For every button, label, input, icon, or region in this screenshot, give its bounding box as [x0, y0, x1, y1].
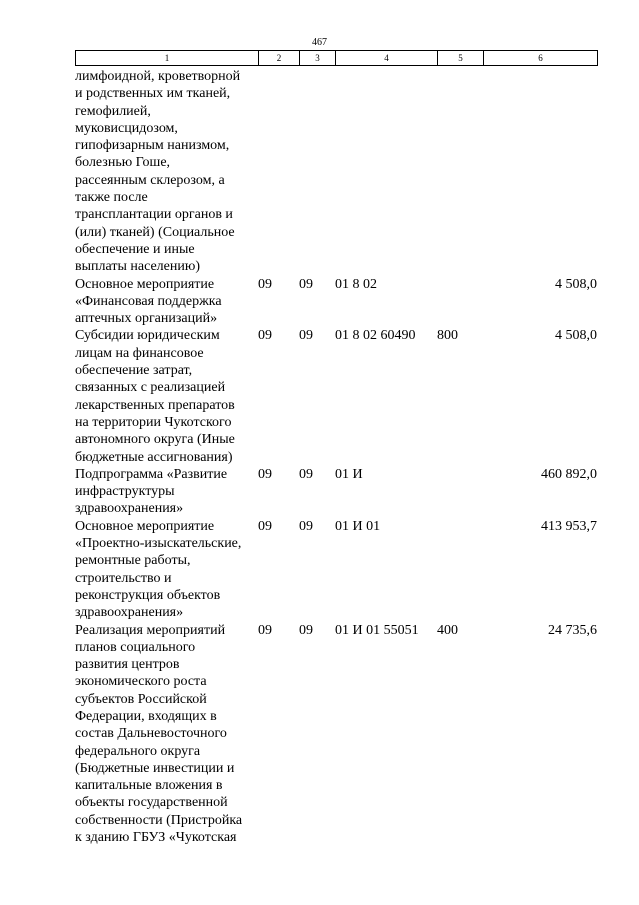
row-amount [483, 68, 597, 276]
column-header-2: 2 [259, 51, 300, 66]
table-row [75, 327, 597, 465]
row-subsection-code [299, 68, 335, 276]
table-row [75, 518, 597, 622]
table-row [75, 68, 597, 276]
column-header-5: 5 [438, 51, 484, 66]
row-subsection-code: 09 [299, 622, 313, 638]
column-header-1: 1 [76, 51, 259, 66]
table-row [75, 622, 597, 847]
row-section-code: 09 [258, 622, 272, 638]
row-expense-type-code [437, 466, 483, 518]
row-subsection-code: 09 [299, 466, 313, 482]
row-amount: 460 892,0 [541, 466, 597, 482]
row-section-code: 09 [258, 466, 272, 482]
row-expense-type-code: 400 [437, 622, 458, 638]
row-name: Основное мероприятие «Проектно-изыскательские, ремонтные работы, строительство и реконструкция объектов здравоохранения» [75, 518, 242, 621]
row-amount: 4 508,0 [555, 276, 597, 292]
row-target-article-code [335, 68, 437, 276]
page-number: 467 [312, 37, 327, 48]
row-target-article-code: 01 8 02 60490 [335, 328, 416, 344]
row-amount: 413 953,7 [541, 518, 597, 534]
row-expense-type-code [437, 518, 483, 622]
row-target-article-code: 01 И [335, 466, 363, 482]
row-subsection-code: 09 [299, 276, 313, 292]
row-expense-type-code [437, 68, 483, 276]
row-expense-type-code [437, 276, 483, 328]
row-name: Подпрограмма «Развитие инфраструктуры здравоохранения» [75, 466, 228, 517]
row-subsection-code: 09 [299, 328, 313, 344]
table-row [75, 466, 597, 518]
table-row [75, 276, 597, 328]
row-subsection-code: 09 [299, 518, 313, 534]
row-amount: 24 735,6 [548, 622, 597, 638]
row-section-code: 09 [258, 276, 272, 292]
column-header-3: 3 [300, 51, 336, 66]
row-section-code: 09 [258, 328, 272, 344]
row-name: Реализация мероприятий планов социального развития центров экономического роста субъектов Российской Федерации, входящих в состав Дальневосточного федерального округа (Бюджетные инвестиции и капитальные вложения в объекты государственной собственности (Пристройка к зданию ГБУЗ «Чукотская [75, 622, 243, 846]
row-name: Основное мероприятие «Финансовая поддержка аптечных организаций» [75, 276, 222, 327]
column-header-4: 4 [336, 51, 438, 66]
table-body [75, 68, 597, 846]
row-name: лимфоидной, кроветворной и родственных им тканей, гемофилией, муковисцидозом, гипофизарным нанизмом, болезнью Гоше, рассеянным склерозом, а также после трансплантации органов и (или) тканей) (Социальное обеспечение и иные выплаты населению) [75, 69, 241, 275]
row-section-code [258, 68, 299, 276]
column-header-table [75, 50, 598, 66]
row-section-code: 09 [258, 518, 272, 534]
row-target-article-code: 01 И 01 [335, 518, 381, 534]
row-name: Субсидии юридическим лицам на финансовое обеспечение затрат, связанных с реализацией лекарственных препаратов на территории Чукотского автономного округа (Иные бюджетные ассигнования) [75, 328, 235, 465]
column-header-6: 6 [484, 51, 598, 66]
row-target-article-code: 01 8 02 [335, 276, 377, 292]
column-header-row [76, 51, 598, 66]
row-target-article-code: 01 И 01 55051 [335, 622, 419, 638]
row-expense-type-code: 800 [437, 328, 458, 344]
row-amount: 4 508,0 [555, 328, 597, 344]
